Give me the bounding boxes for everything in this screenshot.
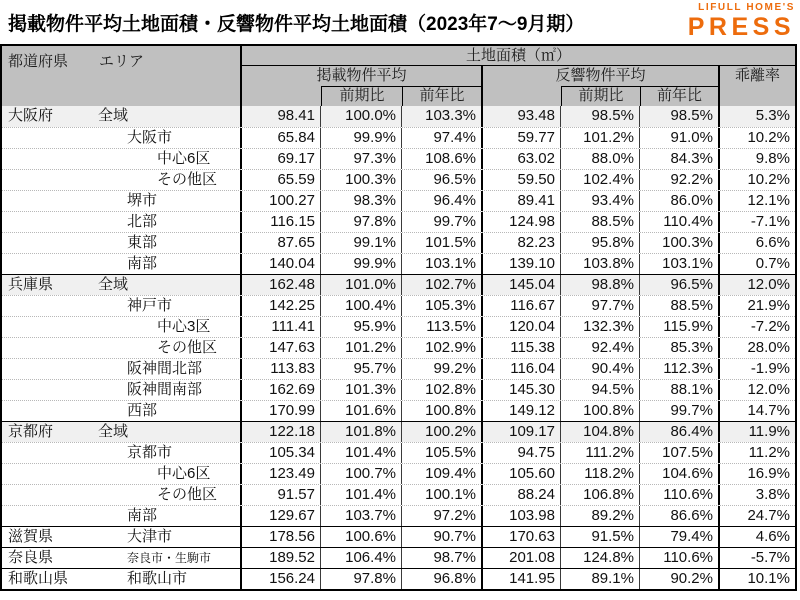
row-label-cell xyxy=(2,233,242,253)
header-cell-land-area: 土地面積（㎡） xyxy=(242,46,795,66)
table-row xyxy=(2,274,795,295)
header-label-area: エリア xyxy=(99,53,145,70)
value-cell: 12.0% xyxy=(747,381,790,398)
value-cell: 116.15 xyxy=(242,212,321,232)
value-cell: 103.3% xyxy=(402,106,483,127)
value-cell: 109.4% xyxy=(402,464,483,484)
value-cell: 96.5% xyxy=(640,275,720,295)
value-cell: 140.04 xyxy=(242,254,321,274)
prefecture-label: 兵庫県 xyxy=(8,276,54,293)
table-row xyxy=(2,442,795,463)
value-cell: 115.9% xyxy=(640,317,720,337)
value-cell: 92.4% xyxy=(561,338,640,358)
value-cell: 109.17 xyxy=(483,422,561,442)
value-cell: 120.04 xyxy=(483,317,561,337)
value-cell: 16.9% xyxy=(747,465,790,482)
header-label-prev-period: 前期比 xyxy=(561,86,640,106)
value-cell: 99.2% xyxy=(402,359,483,379)
prefecture-label: 京都府 xyxy=(8,423,54,440)
value-cell: 98.8% xyxy=(561,275,640,295)
header-cell-empty xyxy=(242,86,321,106)
prefecture-label: 大阪府 xyxy=(8,107,54,124)
table-row xyxy=(2,568,795,589)
lifull-homes-press-logo xyxy=(688,3,795,40)
value-cell: 178.56 xyxy=(242,527,321,547)
value-cell: 101.2% xyxy=(321,338,402,358)
row-label-cell xyxy=(2,464,242,484)
value-cell: 96.4% xyxy=(402,191,483,211)
page-title: 掲載物件平均土地面積・反響物件平均土地面積（2023年7～9月期） xyxy=(8,14,585,35)
value-cell: 113.83 xyxy=(242,359,321,379)
value-cell: 89.2% xyxy=(561,506,640,526)
value-cell: 162.48 xyxy=(242,275,321,295)
row-label-cell xyxy=(2,548,242,568)
value-cell: 10.2% xyxy=(747,129,790,146)
row-label-cell xyxy=(2,506,242,526)
value-cell: 11.9% xyxy=(748,423,790,440)
header-cell-prefecture-area xyxy=(2,46,242,106)
table-body xyxy=(2,106,795,589)
area-label: 中心6区 xyxy=(157,150,211,167)
value-cell: 189.52 xyxy=(242,548,321,568)
value-cell: 95.7% xyxy=(321,359,402,379)
value-cell: 101.4% xyxy=(321,485,402,505)
table-row xyxy=(2,547,795,568)
value-cell: 111.41 xyxy=(242,317,321,337)
value-cell: 100.27 xyxy=(242,191,321,211)
header-subrow-listed xyxy=(242,86,481,106)
area-label: 京都市 xyxy=(127,444,173,461)
row-label-cell xyxy=(2,191,242,211)
area-label: その他区 xyxy=(157,486,218,503)
value-cell: 12.1% xyxy=(747,192,790,209)
row-label-cell xyxy=(2,149,242,169)
value-cell: 142.25 xyxy=(242,296,321,316)
value-cell: 115.38 xyxy=(483,338,561,358)
header-label-prev-year: 前年比 xyxy=(640,86,718,106)
prefecture-label: 滋賀県 xyxy=(8,528,54,545)
area-label: その他区 xyxy=(157,171,218,188)
value-cell: 82.23 xyxy=(483,233,561,253)
table-row xyxy=(2,127,795,148)
value-cell: 96.5% xyxy=(402,170,483,190)
land-area-table xyxy=(0,44,797,591)
value-cell: 101.3% xyxy=(321,380,402,400)
value-cell: 94.75 xyxy=(483,443,561,463)
table-row xyxy=(2,169,795,190)
area-label: 中心6区 xyxy=(157,465,211,482)
value-cell: 104.8% xyxy=(561,422,640,442)
value-cell: 102.9% xyxy=(402,338,483,358)
area-label: 全域 xyxy=(98,107,129,124)
value-cell: 4.6% xyxy=(755,528,790,545)
value-cell: 113.5% xyxy=(402,317,483,337)
prefecture-label: 和歌山県 xyxy=(8,570,69,587)
value-cell: 5.3% xyxy=(755,107,790,124)
value-cell: 124.8% xyxy=(561,548,640,568)
table-row xyxy=(2,526,795,547)
row-label-cell xyxy=(2,485,242,505)
value-cell: 86.0% xyxy=(640,191,720,211)
value-cell: 24.7% xyxy=(747,507,790,524)
value-cell: 118.2% xyxy=(561,464,640,484)
value-cell: 10.1% xyxy=(747,570,790,587)
area-label: その他区 xyxy=(157,339,218,356)
value-cell: 98.5% xyxy=(561,106,640,127)
table-row xyxy=(2,484,795,505)
row-label-cell xyxy=(2,527,242,547)
value-cell: 93.48 xyxy=(483,106,561,127)
value-cell: 100.6% xyxy=(321,527,402,547)
value-cell: 97.3% xyxy=(321,149,402,169)
value-cell: 103.7% xyxy=(321,506,402,526)
value-cell: 91.0% xyxy=(640,128,720,148)
value-cell: 0.7% xyxy=(755,255,790,272)
value-cell: 63.02 xyxy=(483,149,561,169)
value-cell: 102.4% xyxy=(561,170,640,190)
area-label: 西部 xyxy=(127,402,158,419)
value-cell: 102.7% xyxy=(402,275,483,295)
row-label-cell xyxy=(2,296,242,316)
area-label: 和歌山市 xyxy=(127,570,188,587)
table-row xyxy=(2,106,795,127)
value-cell: 110.4% xyxy=(640,212,720,232)
area-label: 奈良市・生駒市 xyxy=(127,551,212,565)
value-cell: 92.2% xyxy=(640,170,720,190)
value-cell: 108.6% xyxy=(402,149,483,169)
value-cell: 103.1% xyxy=(402,254,483,274)
value-cell: 101.6% xyxy=(321,401,402,421)
value-cell: 87.65 xyxy=(242,233,321,253)
value-cell: 98.41 xyxy=(242,106,321,127)
value-cell: 100.3% xyxy=(321,170,402,190)
value-cell: 89.41 xyxy=(483,191,561,211)
prefecture-label: 奈良県 xyxy=(8,549,54,566)
area-label: 全域 xyxy=(98,423,129,440)
value-cell: 65.84 xyxy=(242,128,321,148)
value-cell: 201.08 xyxy=(483,548,561,568)
value-cell: 79.4% xyxy=(640,527,720,547)
row-label-cell xyxy=(2,359,242,379)
table-row xyxy=(2,148,795,169)
value-cell: 97.4% xyxy=(402,128,483,148)
value-cell: 97.7% xyxy=(561,296,640,316)
value-cell: 129.67 xyxy=(242,506,321,526)
row-label-cell xyxy=(2,275,242,295)
value-cell: 100.0% xyxy=(321,106,402,127)
value-cell: 106.8% xyxy=(561,485,640,505)
area-label: 中心3区 xyxy=(157,318,211,335)
logo-text-press: PRESS xyxy=(687,13,795,41)
value-cell: 145.04 xyxy=(483,275,561,295)
value-cell: 90.4% xyxy=(561,359,640,379)
header-group-inquiry xyxy=(483,66,720,106)
value-cell: 84.3% xyxy=(640,149,720,169)
value-cell: 105.5% xyxy=(402,443,483,463)
area-label: 神戸市 xyxy=(127,297,173,314)
value-cell: 99.9% xyxy=(321,128,402,148)
value-cell: 170.63 xyxy=(483,527,561,547)
row-label-cell xyxy=(2,170,242,190)
value-cell: 100.7% xyxy=(321,464,402,484)
value-cell: 99.7% xyxy=(402,212,483,232)
value-cell: 11.2% xyxy=(748,444,790,461)
value-cell: 116.67 xyxy=(483,296,561,316)
area-label: 北部 xyxy=(127,213,158,230)
table-row xyxy=(2,316,795,337)
header-label-prefecture: 都道府県 xyxy=(8,53,69,70)
value-cell: 170.99 xyxy=(242,401,321,421)
value-cell: 3.8% xyxy=(755,486,790,503)
value-cell: 106.4% xyxy=(321,548,402,568)
area-label: 堺市 xyxy=(127,192,158,209)
value-cell: 147.63 xyxy=(242,338,321,358)
value-cell: -7.1% xyxy=(750,213,790,230)
value-cell: -1.9% xyxy=(750,360,790,377)
value-cell: 100.1% xyxy=(402,485,483,505)
header-group-listed xyxy=(242,66,483,106)
value-cell: 105.60 xyxy=(483,464,561,484)
value-cell: 100.8% xyxy=(402,401,483,421)
value-cell: 145.30 xyxy=(483,380,561,400)
area-label: 大津市 xyxy=(127,528,173,545)
value-cell: 99.1% xyxy=(321,233,402,253)
table-row xyxy=(2,505,795,526)
table-row xyxy=(2,379,795,400)
value-cell: 96.8% xyxy=(402,569,483,589)
value-cell: 100.3% xyxy=(640,233,720,253)
value-cell: 91.5% xyxy=(561,527,640,547)
value-cell: 95.8% xyxy=(561,233,640,253)
row-label-cell xyxy=(2,422,242,442)
value-cell: 28.0% xyxy=(747,339,790,356)
value-cell: 149.12 xyxy=(483,401,561,421)
value-cell: 116.04 xyxy=(483,359,561,379)
value-cell: 86.4% xyxy=(640,422,720,442)
table-row xyxy=(2,358,795,379)
row-label-cell xyxy=(2,254,242,274)
row-label-cell xyxy=(2,338,242,358)
value-cell: 105.3% xyxy=(402,296,483,316)
area-label: 阪神間南部 xyxy=(127,381,203,398)
value-cell: 124.98 xyxy=(483,212,561,232)
header-groups xyxy=(242,66,795,106)
area-label: 全域 xyxy=(98,276,129,293)
value-cell: 110.6% xyxy=(640,485,720,505)
table-row xyxy=(2,421,795,442)
table-row xyxy=(2,190,795,211)
value-cell: 101.4% xyxy=(321,443,402,463)
value-cell: 105.34 xyxy=(242,443,321,463)
value-cell: 100.2% xyxy=(402,422,483,442)
value-cell: 97.8% xyxy=(321,212,402,232)
value-cell: 101.8% xyxy=(321,422,402,442)
value-cell: 59.77 xyxy=(483,128,561,148)
value-cell: 88.5% xyxy=(640,296,720,316)
header-right xyxy=(242,46,795,106)
logo-text-lifull-homes: LIFULL HOME'S xyxy=(698,2,795,13)
table-row xyxy=(2,400,795,421)
area-label: 南部 xyxy=(127,255,158,272)
title-bar xyxy=(0,0,800,44)
value-cell: 88.1% xyxy=(640,380,720,400)
value-cell: 132.3% xyxy=(561,317,640,337)
value-cell: 69.17 xyxy=(242,149,321,169)
value-cell: 65.59 xyxy=(242,170,321,190)
value-cell: 95.9% xyxy=(321,317,402,337)
value-cell: 100.4% xyxy=(321,296,402,316)
value-cell: 98.3% xyxy=(321,191,402,211)
value-cell: -7.2% xyxy=(750,318,790,335)
table-row xyxy=(2,295,795,316)
row-label-cell xyxy=(2,380,242,400)
value-cell: 141.95 xyxy=(483,569,561,589)
value-cell: 10.2% xyxy=(747,171,790,188)
header-label-divergence-rate: 乖離率 xyxy=(734,67,780,84)
value-cell: 112.3% xyxy=(640,359,720,379)
row-label-cell xyxy=(2,317,242,337)
area-label: 東部 xyxy=(127,234,158,251)
value-cell: 90.2% xyxy=(640,569,720,589)
area-label: 阪神間北部 xyxy=(127,360,203,377)
row-label-cell xyxy=(2,569,242,589)
value-cell: 86.6% xyxy=(640,506,720,526)
row-label-cell xyxy=(2,128,242,148)
value-cell: 88.0% xyxy=(561,149,640,169)
row-label-cell xyxy=(2,212,242,232)
row-label-cell xyxy=(2,401,242,421)
table-row xyxy=(2,232,795,253)
value-cell: 102.8% xyxy=(402,380,483,400)
area-label: 南部 xyxy=(127,507,158,524)
header-label-listed-average: 掲載物件平均 xyxy=(316,67,407,84)
table-row xyxy=(2,337,795,358)
value-cell: 98.5% xyxy=(640,106,720,127)
value-cell: 162.69 xyxy=(242,380,321,400)
value-cell: 12.0% xyxy=(747,276,790,293)
value-cell: 9.8% xyxy=(755,150,790,167)
value-cell: 103.8% xyxy=(561,254,640,274)
value-cell: 89.1% xyxy=(561,569,640,589)
row-label-cell xyxy=(2,443,242,463)
value-cell: 104.6% xyxy=(640,464,720,484)
value-cell: 85.3% xyxy=(640,338,720,358)
value-cell: 103.1% xyxy=(640,254,720,274)
table-row xyxy=(2,463,795,484)
header-label-prev-period: 前期比 xyxy=(321,86,402,106)
value-cell: 156.24 xyxy=(242,569,321,589)
value-cell: 91.57 xyxy=(242,485,321,505)
value-cell: 107.5% xyxy=(640,443,720,463)
header-label-inquiry-average: 反響物件平均 xyxy=(555,67,646,84)
value-cell: -5.7% xyxy=(750,549,790,566)
value-cell: 101.2% xyxy=(561,128,640,148)
value-cell: 101.5% xyxy=(402,233,483,253)
value-cell: 97.8% xyxy=(321,569,402,589)
value-cell: 88.5% xyxy=(561,212,640,232)
value-cell: 94.5% xyxy=(561,380,640,400)
value-cell: 93.4% xyxy=(561,191,640,211)
value-cell: 97.2% xyxy=(402,506,483,526)
value-cell: 111.2% xyxy=(561,443,640,463)
row-label-cell xyxy=(2,106,242,127)
value-cell: 90.7% xyxy=(402,527,483,547)
value-cell: 139.10 xyxy=(483,254,561,274)
table-header xyxy=(2,46,795,106)
header-subrow-inquiry xyxy=(483,86,718,106)
value-cell: 6.6% xyxy=(755,234,790,251)
value-cell: 110.6% xyxy=(640,548,720,568)
header-label-prev-year: 前年比 xyxy=(402,86,481,106)
value-cell: 21.9% xyxy=(747,297,790,314)
value-cell: 98.7% xyxy=(402,548,483,568)
value-cell: 101.0% xyxy=(321,275,402,295)
table-row xyxy=(2,211,795,232)
value-cell: 99.9% xyxy=(321,254,402,274)
value-cell: 88.24 xyxy=(483,485,561,505)
table-row xyxy=(2,253,795,274)
value-cell: 100.8% xyxy=(561,401,640,421)
value-cell: 122.18 xyxy=(242,422,321,442)
value-cell: 123.49 xyxy=(242,464,321,484)
value-cell: 14.7% xyxy=(747,402,790,419)
value-cell: 103.98 xyxy=(483,506,561,526)
area-label: 大阪市 xyxy=(127,129,173,146)
value-cell: 99.7% xyxy=(640,401,720,421)
header-cell-empty xyxy=(483,86,561,106)
value-cell: 59.50 xyxy=(483,170,561,190)
